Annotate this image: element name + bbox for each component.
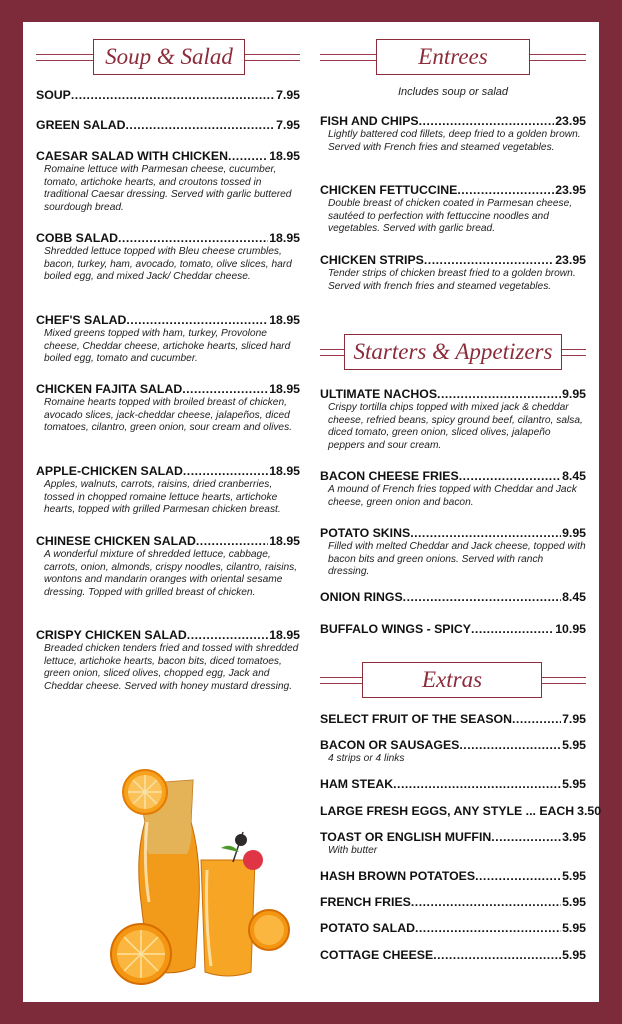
orange-juice-illustration: [83, 762, 293, 992]
menu-item: GREEN SALAD ..... 7.95: [36, 118, 300, 132]
entrees-note: Includes soup or salad: [397, 86, 509, 98]
section-title: Soup & Salad: [93, 39, 245, 75]
item-description: Filled with melted Cheddar and Jack cheese, topped with bacon bits and green onions. Served with ranch dressing.: [328, 541, 586, 578]
item-description: Mixed greens topped with ham, turkey, Provolone cheese, Cheddar cheese, artichoke hearts, sliced hard boiled egg, tomato and cucumber.: [44, 328, 291, 365]
menu-item: APPLE-CHICKEN SALAD ..... 18.95 Apples, walnuts, carrots, raisins, dried cranberries, tossed in chopped romaine lettuce hearts, artichoke hearts, topped with grilled Parmesan chicken breast.: [36, 464, 300, 517]
menu-item: CHINESE CHICKEN SALAD ..... 18.95 A wonderful mixture of shredded lettuce, cabbage, carrots, onion, almonds, crispy noodles, cilantro, raisins, wontons and mandarin oranges with oriental sesame dressing. Topped with grilled breast of chicken.: [36, 534, 300, 599]
item-description: Tender strips of chicken breast fried to a golden brown. Served with french fries and steamed vegetables.: [328, 268, 576, 292]
menu-item: CAESAR SALAD WITH CHICKEN ..... 18.95 Romaine lettuce with Parmesan cheese, cucumber, tomato, artichoke hearts, and croutons tossed in traditional Caesar dressing. Served with garlic buttered sourdough bread.: [36, 149, 300, 214]
menu-item: BACON CHEESE FRIES ..... 8.45 A mound of French fries topped with Cheddar and Jack cheese, green onion and bacon.: [320, 469, 586, 509]
menu-item: POTATO SKINS ..... 9.95 Filled with melted Cheddar and Jack cheese, topped with bacon bits and green onions. Served with ranch dressing.: [320, 526, 586, 579]
item-description: Breaded chicken tenders fried and tossed with shredded lettuce, artichoke hearts, bacon bits, diced tomatoes, green onion, sliced olives, chopped egg, Jack and Cheddar cheese. Served with honey mustard dressing.: [44, 643, 299, 692]
item-description: A mound of French fries topped with Cheddar and Jack cheese, green onion and bacon.: [328, 484, 577, 508]
entrees-header: [320, 37, 586, 77]
item-description: 4 strips or 4 links: [328, 753, 405, 764]
item-description: Apples, walnuts, carrots, raisins, dried cranberries, tossed in chopped romaine lettuce hearts, artichoke hearts, topped with grilled Parmesan chicken breast.: [44, 479, 281, 516]
menu-item: POTATO SALAD ..... 5.95: [320, 921, 586, 935]
menu-item: FISH AND CHIPS ..... 23.95 Lightly battered cod fillets, deep fried to a golden brown. Served with French fries and steamed vegetables.: [320, 114, 586, 154]
item-description: Romaine hearts topped with broiled breast of chicken, avocado slices, jack-cheddar cheese, jalapeños, diced tomatoes, cilantro, green onion, sour cream and olives.: [44, 397, 293, 434]
menu-item: CHICKEN STRIPS ..... 23.95 Tender strips of chicken breast fried to a golden brown. Served with french fries and steamed vegetables.: [320, 253, 586, 293]
menu-item: BUFFALO WINGS - SPICY ..... 10.95: [320, 622, 586, 636]
menu-item: ONION RINGS ..... 8.45: [320, 590, 586, 604]
section-title: Extras: [362, 662, 542, 698]
item-description: Lightly battered cod fillets, deep fried to a golden brown. Served with French fries and steamed vegetables.: [328, 129, 581, 153]
menu-item: CHEF'S SALAD ..... 18.95 Mixed greens topped with ham, turkey, Provolone cheese, Cheddar cheese, artichoke hearts, sliced hard boiled egg, tomato and cucumber.: [36, 313, 300, 366]
item-description: With butter: [328, 845, 378, 856]
menu-item: CHICKEN FAJITA SALAD ..... 18.95 Romaine hearts topped with broiled breast of chicken, avocado slices, jack-cheddar cheese, jalapeños, diced tomatoes, cilantro, green onion, sour cream and olives.: [36, 382, 300, 435]
item-description: Crispy tortilla chips topped with mixed jack & cheddar cheese, refried beans, spicy ground beef, cilantro, salsa, diced tomato, green onion, sliced olives, jalapeño peppers and sour cream.: [328, 402, 583, 451]
starters-header: [320, 332, 586, 372]
item-description: A wonderful mixture of shredded lettuce, cabbage, carrots, onion, almonds, crispy noodles, cilantro, raisins, wontons and mandarin oranges with oriental sesame dressing. Topped with grilled breast of chicken.: [44, 549, 298, 598]
item-description: Double breast of chicken coated in Parmesan cheese, sautéed to perfection with fettuccine noodles and vegetables. Served with garlic bread.: [328, 198, 573, 235]
menu-item: CRISPY CHICKEN SALAD ..... 18.95 Breaded chicken tenders fried and tossed with shredded lettuce, artichoke hearts, bacon bits, diced tomatoes, green onion, sliced olives, chopped egg, Jack and Cheddar cheese. Served with honey mustard dressing.: [36, 628, 300, 693]
menu-item: ULTIMATE NACHOS ..... 9.95 Crispy tortilla chips topped with mixed jack & cheddar cheese, refried beans, spicy ground beef, cilantro, salsa, diced tomato, green onion, sliced olives, jalapeño peppers and sour cream.: [320, 387, 586, 452]
menu-item: BACON OR SAUSAGES ..... 5.95 4 strips or 4 links: [320, 738, 586, 766]
menu-item: LARGE FRESH EGGS, ANY STYLE ... EACH 3.50: [320, 804, 602, 818]
menu-item: CHICKEN FETTUCCINE ..... 23.95 Double breast of chicken coated in Parmesan cheese, sautéed to perfection with fettuccine noodles and vegetables. Served with garlic bread.: [320, 183, 586, 236]
menu-item: SOUP ..... 7.95: [36, 88, 300, 102]
soup-salad-header: [36, 37, 300, 77]
section-title: Starters & Appetizers: [344, 334, 562, 370]
menu-item: COBB SALAD ..... 18.95 Shredded lettuce topped with Bleu cheese crumbles, bacon, turkey, ham, avocado, tomato, olive slices, hard boiled egg, and mixed Jack/ Cheddar cheese.: [36, 231, 300, 284]
extras-header: [320, 660, 586, 700]
menu-item: FRENCH FRIES ..... 5.95: [320, 895, 586, 909]
menu-item: HAM STEAK ..... 5.95: [320, 777, 586, 791]
menu-item: COTTAGE CHEESE ..... 5.95: [320, 948, 586, 962]
item-description: Romaine lettuce with Parmesan cheese, cucumber, tomato, artichoke hearts, and croutons tossed in traditional Caesar dressing. Served with garlic buttered sourdough bread.: [44, 164, 292, 213]
item-description: Shredded lettuce topped with Bleu cheese crumbles, bacon, turkey, ham, avocado, tomato, olive slices, hard boiled egg, and mixed Jack/ Cheddar cheese.: [44, 246, 292, 283]
menu-item: HASH BROWN POTATOES ..... 5.95: [320, 869, 586, 883]
menu-page: [23, 22, 602, 1002]
section-title: Entrees: [376, 39, 530, 75]
menu-item: TOAST OR ENGLISH MUFFIN ..... 3.95 With butter: [320, 830, 586, 858]
menu-item: SELECT FRUIT OF THE SEASON ..... 7.95: [320, 712, 586, 726]
